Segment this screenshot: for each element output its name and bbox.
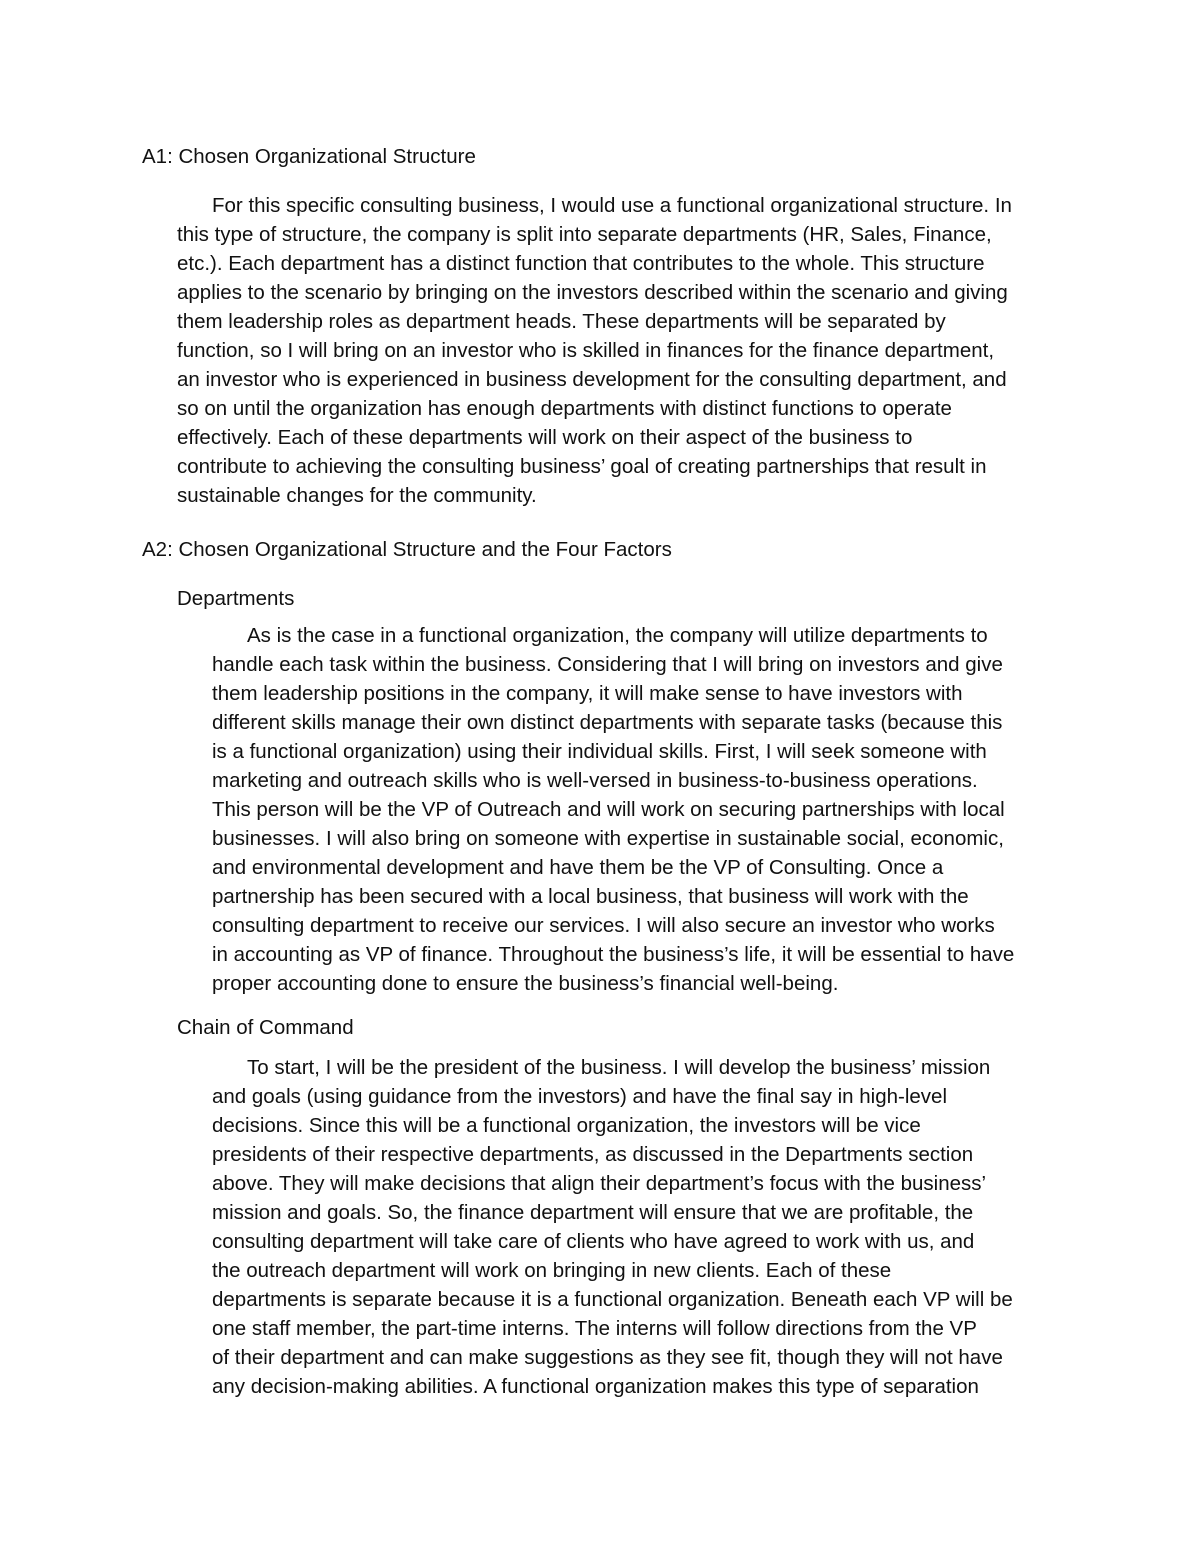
paragraph-line: one staff member, the part-time interns. The interns will follow directions from the VP xyxy=(212,1317,977,1340)
paragraph-line: businesses. I will also bring on someone with expertise in sustainable social, economic, xyxy=(212,827,1004,850)
paragraph-line: contribute to achieving the consulting business’ goal of creating partnerships that result in xyxy=(177,455,987,478)
paragraph-line: above. They will make decisions that align their department’s focus with the business’ xyxy=(212,1172,987,1195)
paragraph-line: this type of structure, the company is split into separate departments (HR, Sales, Finance, xyxy=(177,223,992,246)
section-heading-a2: A2: Chosen Organizational Structure and the Four Factors xyxy=(142,538,672,561)
paragraph-line: so on until the organization has enough departments with distinct functions to operate xyxy=(177,397,952,420)
paragraph-line: them leadership positions in the company, it will make sense to have investors with xyxy=(212,682,963,705)
paragraph-line: effectively. Each of these departments will work on their aspect of the business to xyxy=(177,426,913,449)
paragraph-line: and goals (using guidance from the investors) and have the final say in high-level xyxy=(212,1085,948,1108)
paragraph-line: an investor who is experienced in business development for the consulting department, and xyxy=(177,368,1007,391)
paragraph-line: This person will be the VP of Outreach and will work on securing partnerships with local xyxy=(212,798,1005,821)
paragraph-line: presidents of their respective departments, as discussed in the Departments section xyxy=(212,1143,974,1166)
chain-of-command-paragraph xyxy=(212,1053,1013,1401)
paragraph-line: of their department and can make suggestions as they see fit, though they will not have xyxy=(212,1346,1003,1369)
subsection-heading-chain-of-command: Chain of Command xyxy=(177,1016,354,1039)
paragraph-line: consulting department to receive our services. I will also secure an investor who works xyxy=(212,914,995,937)
paragraph-line: proper accounting done to ensure the business’s financial well-being. xyxy=(212,972,839,995)
paragraph-line: different skills manage their own distinct departments with separate tasks (because this xyxy=(212,711,1003,734)
paragraph-line: the outreach department will work on bringing in new clients. Each of these xyxy=(212,1259,892,1282)
paragraph-line: function, so I will bring on an investor who is skilled in finances for the finance department, xyxy=(177,339,995,362)
departments-paragraph xyxy=(212,621,1014,998)
paragraph-line: departments is separate because it is a functional organization. Beneath each VP will be xyxy=(212,1288,1013,1311)
paragraph-line: etc.). Each department has a distinct function that contributes to the whole. This structure xyxy=(177,252,985,275)
paragraph-line: them leadership roles as department heads. These departments will be separated by xyxy=(177,310,946,333)
paragraph-line: marketing and outreach skills who is well-versed in business-to-business operations. xyxy=(212,769,978,792)
paragraph-line: As is the case in a functional organization, the company will utilize departments to xyxy=(247,624,988,647)
paragraph-line: mission and goals. So, the finance department will ensure that we are profitable, the xyxy=(212,1201,974,1224)
paragraph-line: sustainable changes for the community. xyxy=(177,484,537,507)
paragraph-line: handle each task within the business. Considering that I will bring on investors and give xyxy=(212,653,1003,676)
paragraph-line: any decision-making abilities. A functional organization makes this type of separation xyxy=(212,1375,979,1398)
paragraph-line: and environmental development and have them be the VP of Consulting. Once a xyxy=(212,856,944,879)
paragraph-line: partnership has been secured with a local business, that business will work with the xyxy=(212,885,969,908)
paragraph-line: For this specific consulting business, I would use a functional organizational structure. In xyxy=(212,194,1012,217)
paragraph-line: in accounting as VP of finance. Throughout the business’s life, it will be essential to have xyxy=(212,943,1015,966)
paragraph-line: applies to the scenario by bringing on the investors described within the scenario and giving xyxy=(177,281,1008,304)
a1-paragraph xyxy=(177,191,1012,510)
subsection-heading-departments: Departments xyxy=(177,587,295,610)
paragraph-line: is a functional organization) using their individual skills. First, I will seek someone with xyxy=(212,740,987,763)
paragraph-line: consulting department will take care of clients who have agreed to work with us, and xyxy=(212,1230,975,1253)
section-heading-a1: A1: Chosen Organizational Structure xyxy=(142,145,476,168)
paragraph-line: To start, I will be the president of the business. I will develop the business’ mission xyxy=(247,1056,991,1079)
paragraph-line: decisions. Since this will be a functional organization, the investors will be vice xyxy=(212,1114,921,1137)
